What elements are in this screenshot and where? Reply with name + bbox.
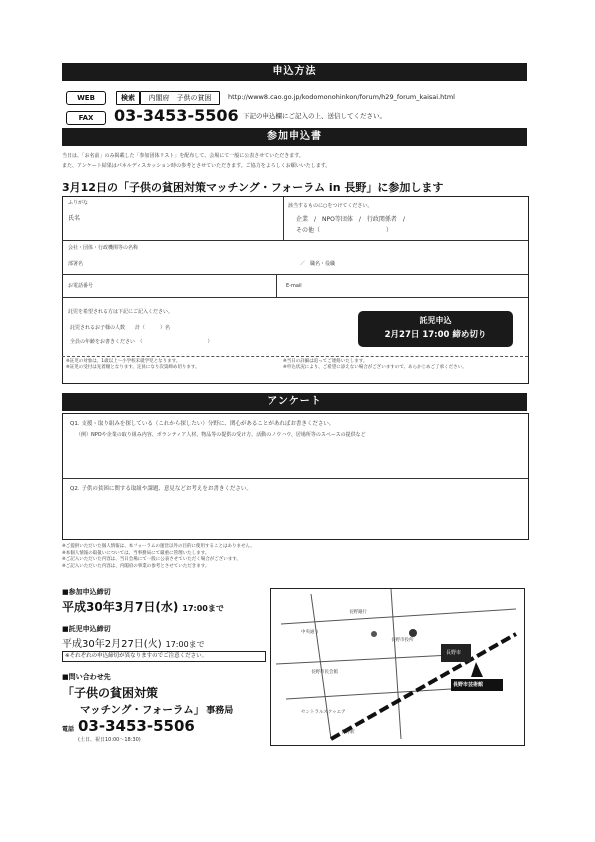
map-label: 中央通り [301, 630, 319, 635]
fax-number: 03-3453-5506 [114, 106, 239, 125]
web-tag: WEB [66, 91, 106, 105]
childcare-badge-title: 託児申込 [419, 316, 452, 325]
privacy-note: ※本個人情報の取扱いについては、当事務局にて厳重に管理いたします。 [62, 550, 210, 556]
name-field[interactable] [68, 208, 273, 236]
survey-q2: Q2. 子供の貧困に関する取組や課題、意見などお考えをお書きください。 [70, 486, 252, 492]
map-label: 長野市民会館 [311, 670, 338, 675]
application-bar: 参加申込書 [62, 128, 527, 146]
note-top-1: 当日は、「お名前」のみ掲載した「参加団体リスト」を配布して、会場にて一般に公表させていただきます。 [62, 153, 304, 159]
deadline-label: ■参加申込締切 [62, 588, 111, 596]
fax-tag: FAX [66, 111, 106, 125]
form-row-line [62, 274, 528, 275]
contact-phone: 03-3453-5506 [78, 717, 195, 735]
form-divider [283, 197, 284, 240]
contact-label: ■問い合わせ先 [62, 673, 111, 681]
name-label: 氏名 [68, 215, 81, 222]
deadline-date: 平成30年3月7日(水) 17:00まで [62, 600, 224, 614]
childcare-deadline-label: ■託児申込締切 [62, 625, 111, 633]
childcare-age[interactable]: 全員の年齢をお書きください （ ） [70, 339, 213, 345]
survey-divider [62, 478, 528, 479]
deadline-warning: ※それぞれの申込締切が異なりますのでご注意ください。 [62, 651, 266, 662]
map-drawing [271, 589, 524, 745]
company-label: 会社・団体・行政機関等の名称 [68, 245, 139, 251]
childcare-prompt: 託児を希望される方は下記にご記入ください。 [68, 309, 174, 315]
type-options[interactable]: 企業 / NPO等団体 / 行政関係者 / [296, 216, 405, 223]
childcare-note: ※当日の詳細は追ってご連絡いたします。 [283, 359, 368, 364]
childcare-badge-deadline: 2月27日 17:00 締め切り [384, 330, 487, 340]
childcare-note: ※託児の対象は、1歳以上～小学校未就学児となります。 [66, 359, 181, 364]
childcare-badge [358, 311, 513, 347]
survey-bar: アンケート [62, 393, 527, 411]
childcare-count[interactable]: 託児されるお子様の人数 計（ ）名 [70, 325, 171, 331]
survey-q1-example: （例）NPOや企業の取り組み内容、ボランティア人材、物品等の提供の受け方、活動のノウハウ、居場所等のスペースの提供など [76, 432, 366, 438]
privacy-note: ※ご提供いただいた個人情報は、本フォーラムの運営以外の目的に使用することはありません。 [62, 544, 255, 549]
map-station-label: 長野市 [446, 650, 462, 656]
map-label: セントラルスクゥエア [301, 710, 346, 715]
search-box: 検索 [116, 91, 140, 105]
privacy-note: ※ご記入いただいた内容は、当日会場にて一般に公表させていただく場合がございます。 [62, 557, 241, 562]
department-label: 部署名 [68, 261, 84, 267]
map-venue-label: 長野市芸術館 [453, 682, 484, 688]
survey-q1: Q1. 支援・取り組みを探している（これから探したい）分野に、関心があることがあればお書きください。 [70, 421, 335, 427]
fax-note: 下記の申込欄にご記入の上、送信してください。 [243, 112, 386, 120]
privacy-note: ※ご記入いただいた内容は、内閣府の事業の参考とさせていただきます。 [62, 563, 210, 569]
map-label: 長野駅 [341, 730, 355, 735]
type-other[interactable]: その他（ ） [296, 227, 393, 234]
phone-label: お電話番号 [68, 283, 94, 289]
form-divider [276, 275, 277, 297]
map-label: 長野市役所 [391, 638, 414, 643]
search-term: 内閣府 子供の貧困 [140, 91, 220, 105]
childcare-notes-left [66, 359, 276, 371]
email-label: E-mail [286, 283, 302, 289]
headline: 3月12日の「子供の貧困対策マッチング・フォーラム in 長野」に参加します [62, 181, 444, 194]
contact-phone-label: 電話 [62, 726, 75, 733]
contact-hours: (土日、祝日10:00～18:30) [78, 737, 141, 743]
survey-q2-answer[interactable] [66, 496, 522, 534]
furigana-label: ふりがな [68, 200, 89, 206]
form-row-line [62, 297, 528, 298]
web-url[interactable]: http://www8.cao.go.jp/kodomonohinkon/forum/h29_forum_kaisai.html [228, 93, 455, 101]
childcare-note: ※申込状況により、ご希望に添えない場合がございますので、あらかじめご了承ください。 [283, 365, 467, 370]
map-label: 長野銀行 [349, 610, 367, 615]
type-prompt: 該当するものに○をつけてください。 [288, 203, 373, 209]
childcare-note: ※託児の受付は先着順となります。定員になり次第締め切ります。 [66, 365, 200, 370]
position-label: ／ 職名・役職 [300, 261, 336, 267]
form-row-line [62, 240, 528, 241]
childcare-deadline-date: 平成30年2月27日(火) 17:00まで [62, 639, 205, 650]
note-top-2: また、アンケート結果はパネルディスカッション時の参考とさせていただきます。ご協力をよろしくお願いいたします。 [62, 163, 331, 169]
contact-org-line1: 「子供の貧困対策 [62, 686, 159, 700]
method-bar: 申込方法 [62, 63, 527, 81]
childcare-notes-right [283, 359, 523, 371]
contact-org-line2: マッチング・フォーラム」 事務局 [80, 704, 234, 716]
privacy-notes [62, 544, 527, 570]
survey-q1-answer[interactable] [66, 440, 522, 474]
form-row-line [62, 356, 528, 357]
access-map [270, 588, 525, 746]
